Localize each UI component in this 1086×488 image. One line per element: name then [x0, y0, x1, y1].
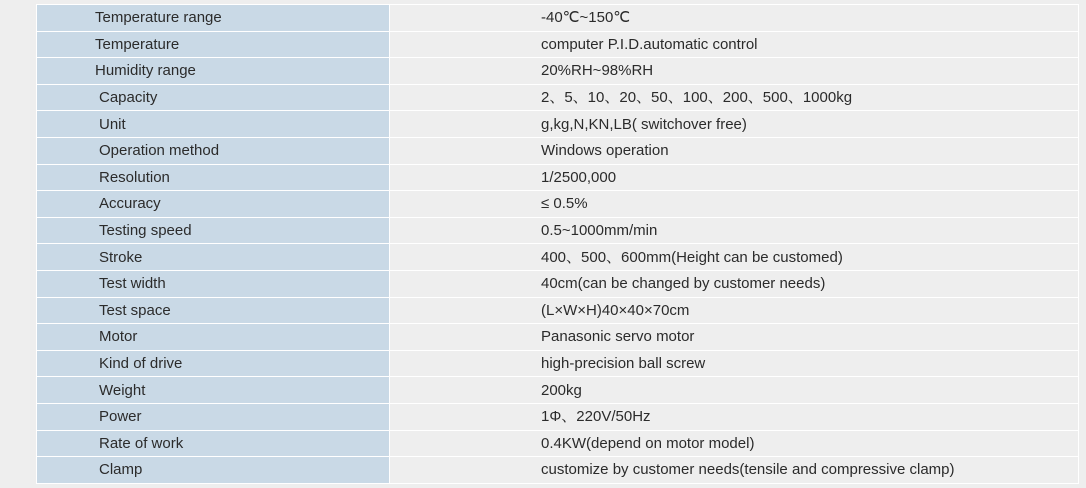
- spec-label: Stroke: [37, 244, 390, 271]
- spec-label: Temperature range: [37, 5, 390, 32]
- spec-value: computer P.I.D.automatic control: [390, 31, 1079, 58]
- spec-label: Power: [37, 403, 390, 430]
- spec-label: Humidity range: [37, 58, 390, 85]
- spec-label: Accuracy: [37, 191, 390, 218]
- table-row: [37, 430, 1079, 457]
- spec-value: Panasonic servo motor: [390, 324, 1079, 351]
- spec-value: g,kg,N,KN,LB( switchover free): [390, 111, 1079, 138]
- table-row: [37, 324, 1079, 351]
- spec-label: Motor: [37, 324, 390, 351]
- spec-label: Test width: [37, 270, 390, 297]
- spec-value: 400、500、600mm(Height can be customed): [390, 244, 1079, 271]
- spec-value: 20%RH~98%RH: [390, 58, 1079, 85]
- spec-value: 0.4KW(depend on motor model): [390, 430, 1079, 457]
- spec-value: 0.5~1000mm/min: [390, 217, 1079, 244]
- spec-value: 1/2500,000: [390, 164, 1079, 191]
- spec-label: Operation method: [37, 137, 390, 164]
- spec-label: Kind of drive: [37, 350, 390, 377]
- spec-label: Testing speed: [37, 217, 390, 244]
- spec-value: 2、5、10、20、50、100、200、500、1000kg: [390, 84, 1079, 111]
- spec-label: Temperature: [37, 31, 390, 58]
- table-row: [37, 164, 1079, 191]
- spec-label: Rate of work: [37, 430, 390, 457]
- table-row: [37, 137, 1079, 164]
- table-row: [37, 350, 1079, 377]
- spec-value: (L×W×H)40×40×70cm: [390, 297, 1079, 324]
- table-row: [37, 270, 1079, 297]
- table-row: [37, 84, 1079, 111]
- table-row: [37, 403, 1079, 430]
- spec-value: ≤ 0.5%: [390, 191, 1079, 218]
- spec-label: Weight: [37, 377, 390, 404]
- spec-value: customize by customer needs(tensile and compressive clamp): [390, 457, 1079, 484]
- table-row: [37, 297, 1079, 324]
- spec-value: 200kg: [390, 377, 1079, 404]
- spec-value: high-precision ball screw: [390, 350, 1079, 377]
- table-row: [37, 5, 1079, 32]
- spec-label: Capacity: [37, 84, 390, 111]
- table-row: [37, 31, 1079, 58]
- table-row: [37, 111, 1079, 138]
- spec-value: 1Φ、220V/50Hz: [390, 403, 1079, 430]
- spec-label: Unit: [37, 111, 390, 138]
- spec-label: Clamp: [37, 457, 390, 484]
- specification-table: [36, 4, 1079, 484]
- table-row: [37, 244, 1079, 271]
- spec-value: 40cm(can be changed by customer needs): [390, 270, 1079, 297]
- spec-label: Test space: [37, 297, 390, 324]
- spec-value: -40℃~150℃: [390, 5, 1079, 32]
- table-row: [37, 377, 1079, 404]
- table-row: [37, 217, 1079, 244]
- spec-value: Windows operation: [390, 137, 1079, 164]
- table-row: [37, 58, 1079, 85]
- spec-label: Resolution: [37, 164, 390, 191]
- table-row: [37, 191, 1079, 218]
- table-row: [37, 457, 1079, 484]
